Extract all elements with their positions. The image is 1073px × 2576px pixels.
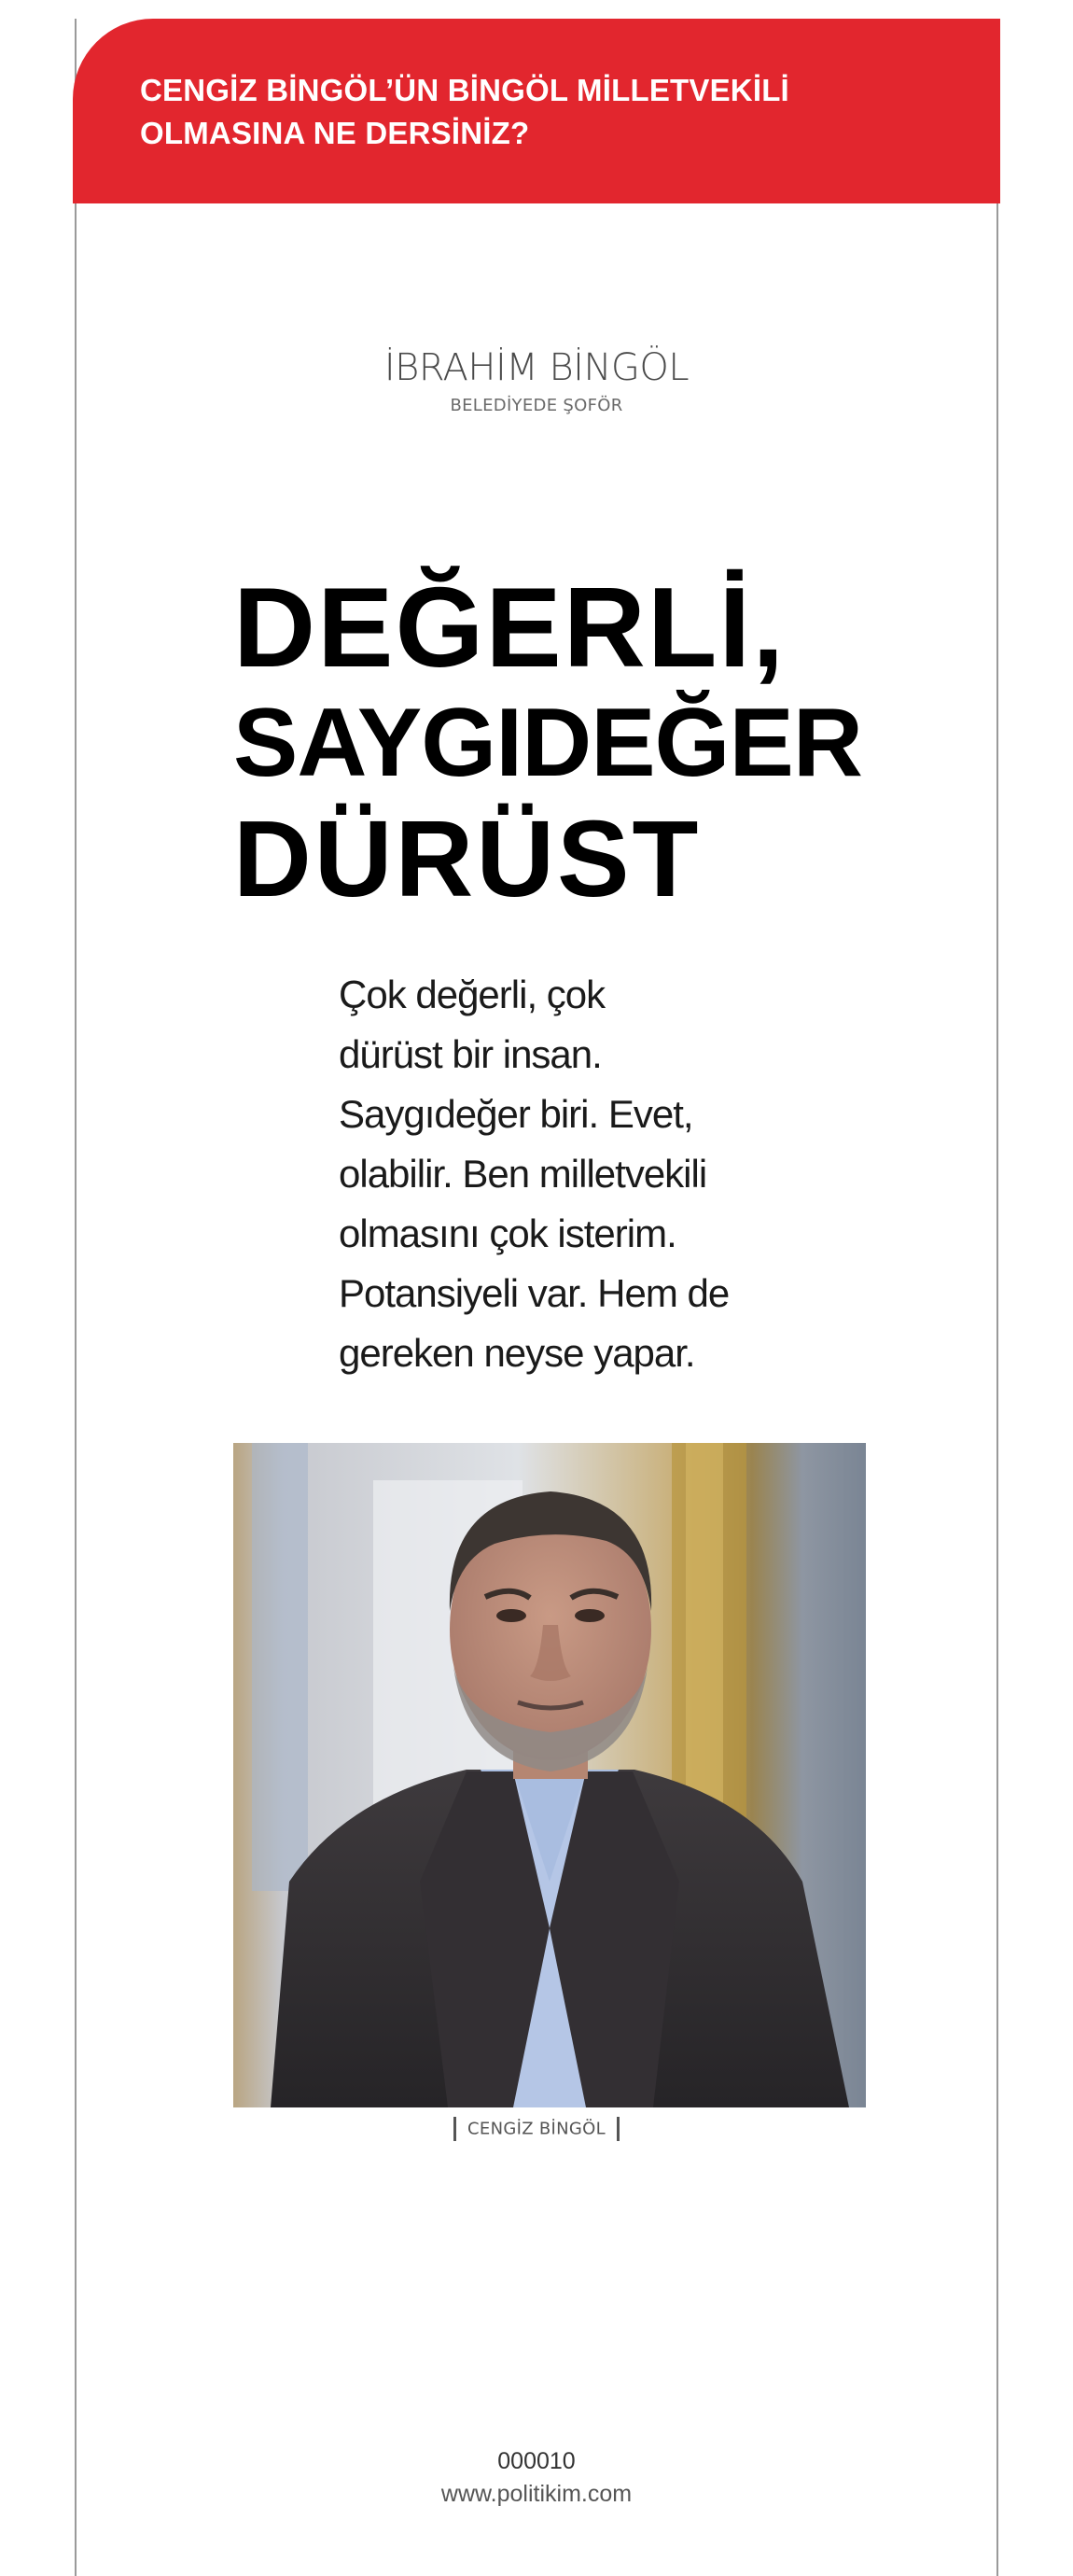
footer: [75, 2445, 998, 2511]
caption-text: CENGİZ BİNGÖL: [467, 2119, 606, 2139]
headline-line-1: DEĞERLİ,: [233, 564, 787, 691]
portrait-illustration: [233, 1443, 866, 2107]
website-url: www.politikim.com: [440, 2481, 633, 2507]
question-banner: [73, 19, 1000, 203]
portrait-photo: [233, 1443, 866, 2107]
headline-line-3: DÜRÜST: [233, 798, 702, 919]
caption-right-bar: [617, 2117, 620, 2141]
page-number: 000010: [497, 2448, 576, 2474]
author-name: İBRAHİM BİNGÖL: [383, 346, 690, 389]
author-block: [75, 345, 998, 415]
caption-left-bar: [453, 2117, 456, 2141]
question-title: CENGİZ BİNGÖL’ÜN BİNGÖL MİLLETVEKİLİ OLMASINA NE DERSİNİZ?: [140, 73, 789, 150]
photo-caption: [75, 2117, 998, 2141]
author-role: BELEDİYEDE ŞOFÖR: [450, 396, 623, 415]
quote-text: Çok değerli, çok dürüst bir insan. Saygıdeğer biri. Evet, olabilir. Ben milletvekili olmasını çok isterim. Potansiyeli var. Hem de gereken neyse yapar.: [339, 973, 730, 1375]
headline-line-2: SAYGIDEĞER: [233, 689, 862, 797]
headline: [233, 564, 961, 919]
